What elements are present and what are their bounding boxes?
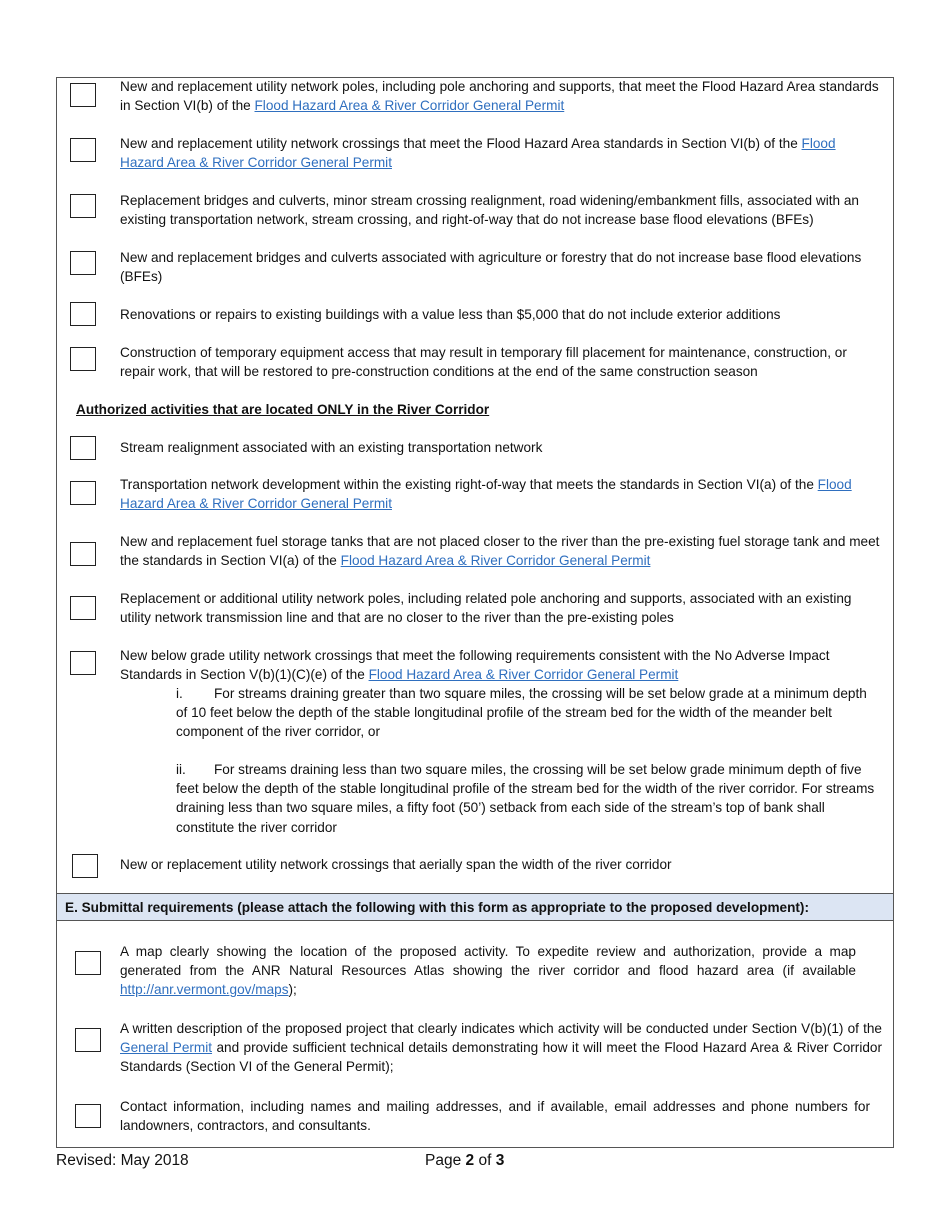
permit-link[interactable]: Flood Hazard Area & River Corridor General Permit	[120, 136, 836, 171]
checkbox[interactable]	[70, 251, 96, 275]
permit-link[interactable]: Flood Hazard Area & River Corridor General Permit	[120, 477, 852, 512]
checkbox[interactable]	[70, 651, 96, 675]
checkbox[interactable]	[70, 481, 96, 505]
atlas-link[interactable]: http://anr.vermont.gov/maps	[120, 982, 289, 998]
checkbox[interactable]	[75, 1028, 101, 1052]
sub-item: i. For streams draining greater than two square miles, the crossing will be set below grade at a minimum depth of 10 feet below the depth of the stable longitudinal profile of the stream bed for the width of the meander belt component of the river corridor, or	[176, 686, 867, 740]
checkbox[interactable]	[75, 951, 101, 975]
checkbox[interactable]	[70, 542, 96, 566]
general-permit-link[interactable]: General Permit	[120, 1040, 213, 1056]
permit-link[interactable]: Flood Hazard Area & River Corridor General Permit	[340, 553, 651, 569]
checkbox[interactable]	[70, 436, 96, 460]
checkbox[interactable]	[72, 854, 98, 878]
permit-link[interactable]: Flood Hazard Area & River Corridor General Permit	[368, 667, 679, 683]
page-number: Page 2 of 3	[425, 1152, 505, 1169]
section-e-heading: E. Submittal requirements (please attach the following with this form as appropriate to the proposed development):	[57, 893, 893, 921]
permit-link[interactable]: Flood Hazard Area & River Corridor General Permit	[254, 98, 565, 114]
checkbox[interactable]	[70, 194, 96, 218]
checkbox[interactable]	[70, 347, 96, 371]
checkbox[interactable]	[70, 138, 96, 162]
checkbox[interactable]	[70, 302, 96, 326]
checkbox[interactable]	[75, 1104, 101, 1128]
checkbox[interactable]	[70, 596, 96, 620]
sub-item: ii. For streams draining less than two square miles, the crossing will be set below grade minimum depth of five feet below the depth of the stable longitudinal profile of the stream bed for the width of the river corridor. For streams draining less than two square miles, a fifty foot (50’) setback from each side of the stream’s top of bank shall constitute the river corridor	[176, 762, 875, 835]
river-corridor-heading: Authorized activities that are located ONLY in the River Corridor	[76, 402, 490, 417]
checkbox[interactable]	[70, 83, 96, 107]
revised-date: Revised: May 2018	[56, 1152, 189, 1169]
